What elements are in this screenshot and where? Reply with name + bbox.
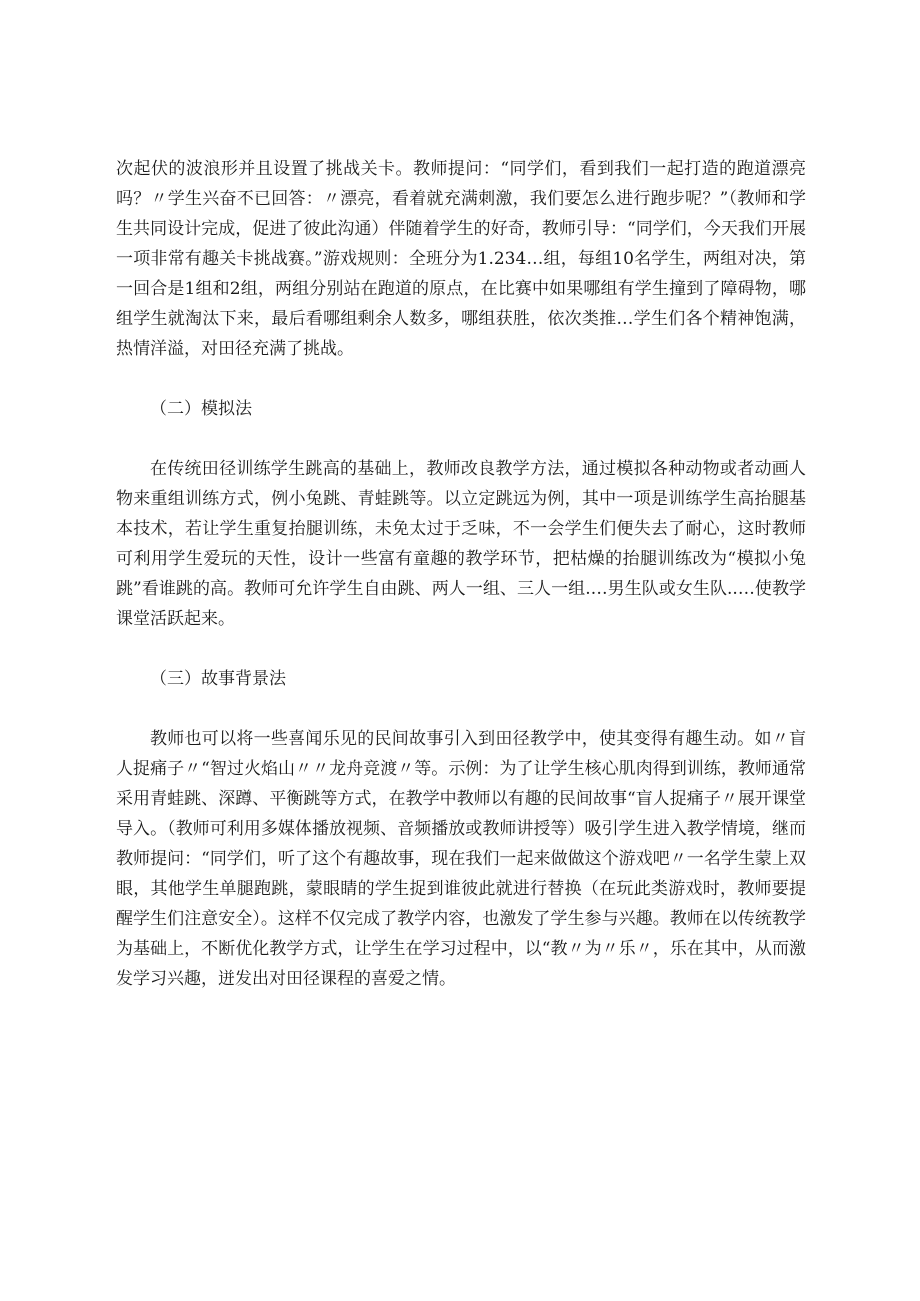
paragraph-story-method: 教师也可以将一些喜闻乐见的民间故事引入到田径教学中，使其变得有趣生动。如〃盲人捉痛子〃“智过火焰山〃〃龙舟竞渡〃等。示例：为了让学生核心肌肉得到训练，教师通常采用青蛙跳、深蹲、平衡跳等方式，在教学中教师以有趣的民间故事“盲人捉痛子〃展开课堂导入。（教师可利用多媒体播放视频、音频播放或教师讲授等）吸引学生进入教学情境，继而教师提问：“同学们，听了这个有趣故事，现在我们一起来做做这个游戏吧〃一名学生蒙上双眼，其他学生单腿跑跳，蒙眼睛的学生捉到谁彼此就进行替换（在玩此类游戏时，教师要提醒学生们注意安全）。这样不仅完成了教学内容，也激发了学生参与兴趣。教师在以传统教学为基础上，不断优化教学方式，让学生在学习过程中，以“教〃为〃乐〃，乐在其中，从而激发学习兴趣，迸发出对田径课程的喜爱之情。 (116, 729, 806, 989)
paragraph-simulation-method: 在传统田径训练学生跳高的基础上，教师改良教学方法，通过模拟各种动物或者动画人物来重组训练方式，例小兔跳、青蛙跳等。以立定跳远为例，其中一项是训练学生高抬腿基本技术，若让学生重复抬腿训练，未免太过于乏味，不一会学生们便失去了耐心，这时教师可利用学生爱玩的天性，设计一些富有童趣的教学环节，把枯燥的抬腿训练改为“模拟小兔跳”看谁跳的高。教师可允许学生自由跳、两人一组、三人一组.…男生队或女生队..…使教学课堂活跃起来。 (116, 459, 806, 629)
paragraph-gap (116, 364, 806, 394)
paragraph-gap (116, 634, 806, 664)
paragraph-gap (116, 694, 806, 724)
section-heading-story: （三）故事背景法 (150, 669, 286, 689)
section-heading-simulation: （二）模拟法 (150, 399, 252, 419)
paragraph-track-game: 次起伏的波浪形并且设置了挑战关卡。教师提问：“同学们，看到我们一起打造的跑道漂亮吗？〃学生兴奋不已回答：〃漂亮，看着就充满刺激，我们要怎么进行跑步呢？”（教师和学生共同设计完成，促进了彼此沟通）伴随着学生的好奇，教师引导：“同学们，今天我们开展一项非常有趣关卡挑战赛。”游戏规则：全班分为1.234…组，每组10名学生，两组对决，第一回合是1组和2组，两组分别站在跑道的原点，在比赛中如果哪组有学生撞到了障碍物，哪组学生就淘汰下来，最后看哪组剩余人数多，哪组获胜，依次类推…学生们各个精神饱满，热情洋溢，对田径充满了挑战。 (116, 159, 806, 359)
paragraph-gap (116, 424, 806, 454)
document-body (116, 154, 806, 994)
